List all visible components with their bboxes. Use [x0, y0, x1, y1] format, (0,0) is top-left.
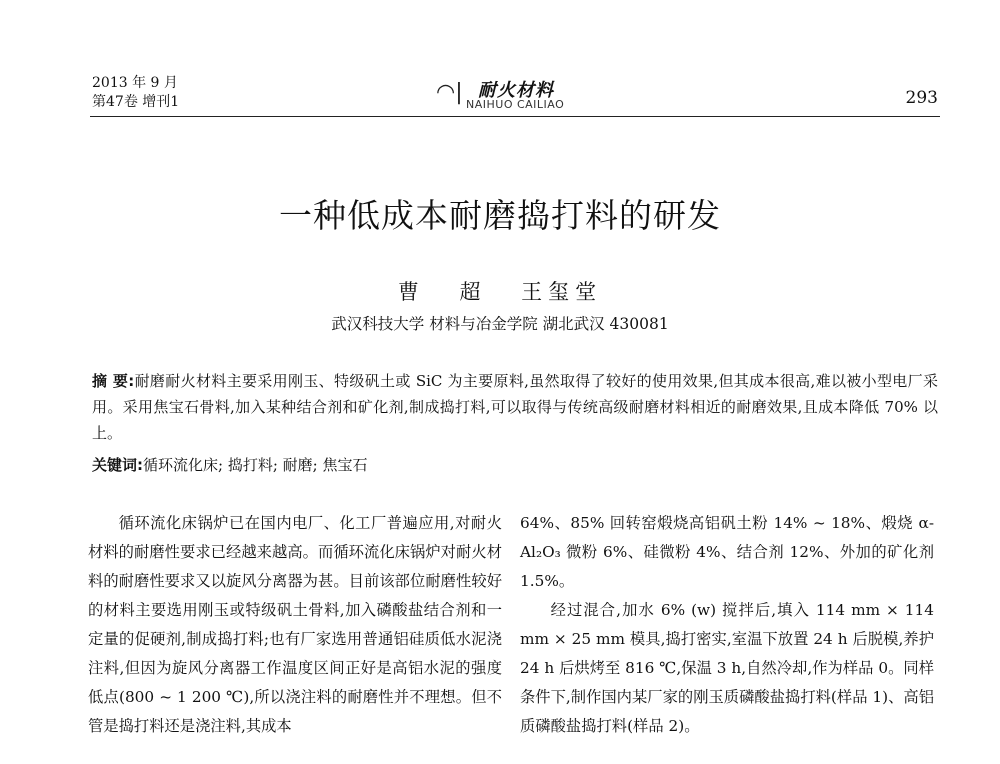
issue-volume: 第47卷 增刊1 [92, 94, 180, 110]
body-right-column [520, 509, 934, 741]
body-paragraph: 经过混合,加水 6% (w) 搅拌后,填入 114 mm × 114 mm × 25 mm 模具,捣打密实,室温下放置 24 h 后脱模,养护 24 h 后烘烤至 816 ℃,保温 3 h,自然冷却,作为样品 0。同样条件下,制作国内某厂家的刚玉质磷酸盐捣打料(样品 1)、高铝质磷酸盐捣打料(样品 2)。 [520, 601, 934, 735]
keywords [92, 452, 938, 478]
affiliation: 武汉科技大学 材料与冶金学院 湖北武汉 430081 [331, 315, 669, 333]
keywords-text: 循环流化床; 捣打料; 耐磨; 焦宝石 [143, 456, 368, 474]
abstract-label: 摘 要: [92, 372, 135, 390]
journal-logo-icon: ◠| [436, 80, 463, 105]
keywords-label: 关键词: [92, 456, 143, 474]
journal-name-en: NAIHUO CAILIAO [466, 98, 565, 111]
paper-title: 一种低成本耐磨捣打料的研发 [279, 196, 721, 235]
abstract [92, 368, 938, 446]
issue-date: 2013 年 9 月 [92, 75, 178, 91]
journal-name-cn: 耐火材料 [478, 80, 554, 101]
journal-logo [436, 76, 596, 114]
abstract-text: 耐磨耐火材料主要采用刚玉、特级矾土或 SiC 为主要原料,虽然取得了较好的使用效果,但其成本很高,难以被小型电厂采用。采用焦宝石骨料,加入某种结合剂和矿化剂,制成捣打料,可以取得与传统高级耐磨材料相近的耐磨效果,且成本降低 70% 以上。 [92, 372, 938, 442]
issue-info [92, 74, 179, 112]
body-left-column [88, 509, 502, 741]
page-number: 293 [905, 88, 938, 108]
authors: 曹 超 王玺堂 [397, 280, 603, 304]
header-divider [90, 116, 940, 117]
body-paragraph: 64%、85% 回转窑煅烧高铝矾土粉 14% ~ 18%、煅烧 α-Al₂O₃ 微粉 6%、硅微粉 4%、结合剂 12%、外加的矿化剂 1.5%。 [520, 514, 934, 590]
body-paragraph: 循环流化床锅炉已在国内电厂、化工厂普遍应用,对耐火材料的耐磨性要求已经越来越高。而循环流化床锅炉对耐火材料的耐磨性要求又以旋风分离器为甚。目前该部位耐磨性较好的材料主要选用刚玉或特级矾土骨料,加入磷酸盐结合剂和一定量的促硬剂,制成捣打料;也有厂家选用普通铝硅质低水泥浇注料,但因为旋风分离器工作温度区间正好是高铝水泥的强度低点(800 ~ 1 200 ℃),所以浇注料的耐磨性并不理想。但不管是捣打料还是浇注料,其成本 [88, 514, 502, 735]
